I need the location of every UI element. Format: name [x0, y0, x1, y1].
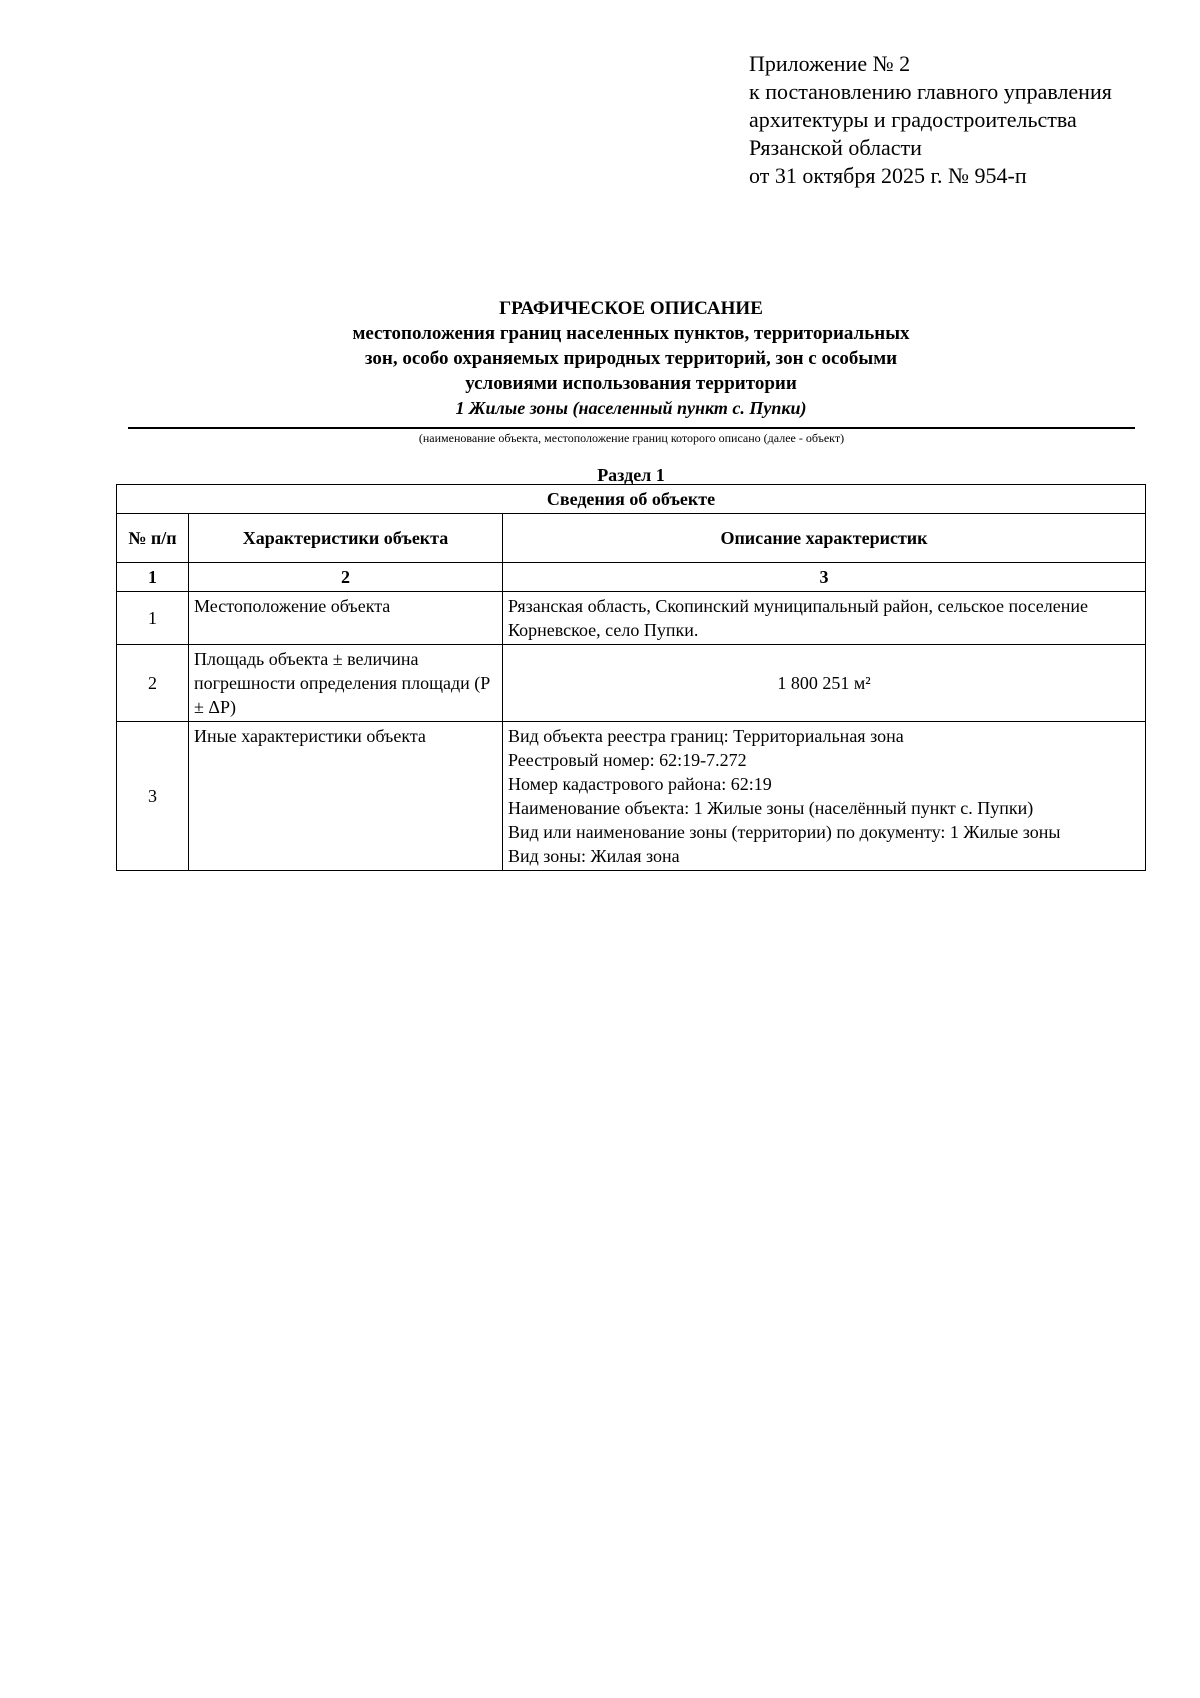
appendix-line: Приложение № 2: [749, 51, 911, 76]
row-number: 1: [117, 592, 189, 645]
description-line: Наименование объекта: 1 Жилые зоны (населённый пункт с. Пупки): [508, 798, 1034, 818]
column-index: 2: [189, 563, 503, 592]
appendix-line: Рязанской области: [749, 135, 922, 160]
object-info-table: [116, 484, 1146, 871]
row-characteristic: Площадь объекта ± величина погрешности определения площади (P ± ΔP): [189, 645, 503, 722]
appendix-line: архитектуры и градостроительства: [749, 107, 1077, 132]
document-subtitle-line: местоположения границ населенных пунктов, территориальных: [352, 323, 910, 344]
description-line: Вид или наименование зоны (территории) по документу: 1 Жилые зоны: [508, 822, 1061, 842]
document-subtitle-line: зон, особо охраняемых природных территорий, зон с особыми: [364, 348, 898, 369]
section-title: Раздел 1: [597, 465, 665, 485]
description-line: Вид зоны: Жилая зона: [508, 846, 680, 866]
document-heading: [126, 296, 1136, 420]
appendix-line: к постановлению главного управления: [749, 79, 1112, 104]
column-index: 1: [117, 563, 189, 592]
row-description: [503, 722, 1146, 871]
document-subtitle-line: условиями использования территории: [465, 373, 797, 394]
object-name: 1 Жилые зоны (населенный пункт с. Пупки): [455, 398, 807, 418]
row-characteristic: Иные характеристики объекта: [189, 722, 503, 871]
appendix-block: [749, 50, 1112, 190]
document-title: ГРАФИЧЕСКОЕ ОПИСАНИЕ: [499, 298, 763, 319]
appendix-line: от 31 октября 2025 г. № 954-п: [749, 163, 1027, 188]
description-line: Рязанская область, Скопинский муниципальный район, сельское поселение Корневское, село Пупки.: [508, 596, 1088, 640]
table-caption-row: [117, 485, 1146, 514]
description-line: Реестровый номер: 62:19-7.272: [508, 750, 747, 770]
table-header-row: [117, 514, 1146, 563]
area-value: 1 800 251 м²: [777, 673, 871, 693]
description-line: Вид объекта реестра границ: Территориальная зона: [508, 726, 904, 746]
table-row: [117, 722, 1146, 871]
header-num: № п/п: [117, 514, 189, 563]
row-characteristic: Местоположение объекта: [189, 592, 503, 645]
table-row: [117, 592, 1146, 645]
table-row: [117, 645, 1146, 722]
object-underline: [128, 427, 1135, 429]
header-description: Описание характеристик: [503, 514, 1146, 563]
table-caption: Сведения об объекте: [117, 485, 1146, 514]
row-number: 3: [117, 722, 189, 871]
object-caption: (наименование объекта, местоположение границ которого описано (далее - объект): [418, 431, 845, 445]
description-line: Номер кадастрового района: 62:19: [508, 774, 772, 794]
row-description: [503, 592, 1146, 645]
row-description: [503, 645, 1146, 722]
row-number: 2: [117, 645, 189, 722]
header-characteristics: Характеристики объекта: [189, 514, 503, 563]
table-index-row: [117, 563, 1146, 592]
column-index: 3: [503, 563, 1146, 592]
